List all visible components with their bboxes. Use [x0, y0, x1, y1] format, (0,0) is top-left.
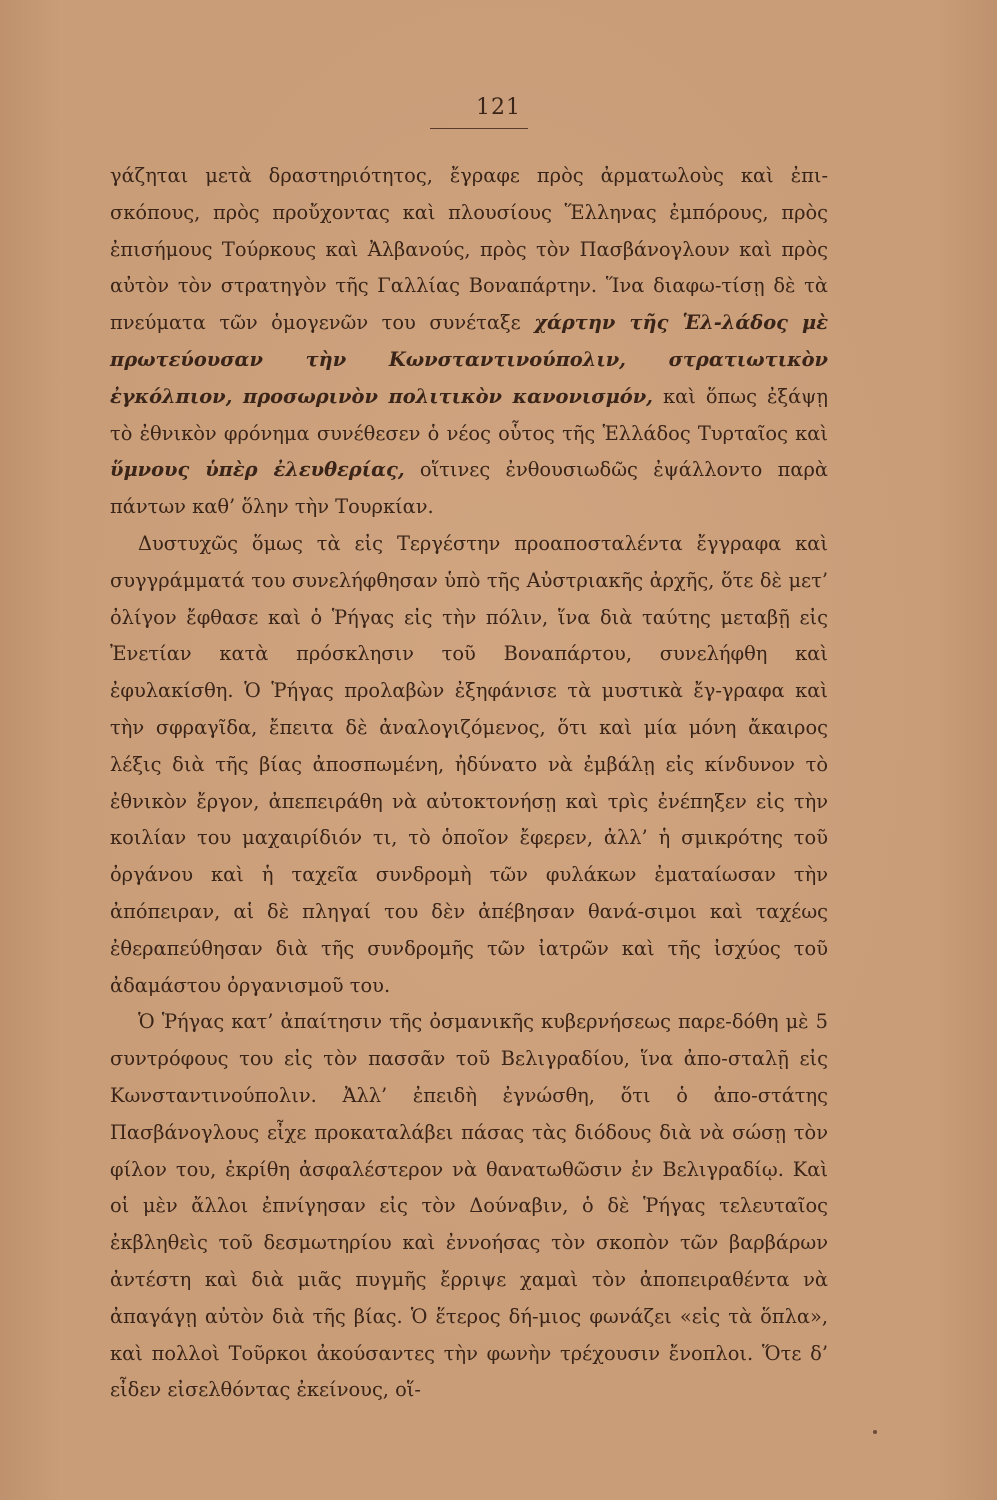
text-segment: Δυστυχῶς ὅμως τὰ εἰς Τεργέστην προαποσταλέντα ἔγγραφα καὶ συγγράμματά του συνελήφθησαν ὑπὸ τῆς Αὐστριακῆς ἀρχῆς, ὅτε δὲ μετ’ ὀλίγον ἔφθασε καὶ ὁ Ῥήγας εἰς τὴν πόλιν, ἵνα διὰ ταύτης μεταβῇ εἰς Ἐνετίαν κατὰ πρόσκλησιν τοῦ Βοναπάρτου, συνελήφθη καὶ ἐφυλακίσθη. Ὁ Ῥήγας προλαβὼν ἐξηφάνισε τὰ μυστικὰ ἔγ-γραφα καὶ τὴν σφραγῖδα, ἔπειτα δὲ ἀναλογιζόμενος, ὅτι καὶ μία μόνη ἄκαιρος λέξις διὰ τῆς βίας ἀποσπωμένη, ἠδύνατο νὰ ἐμβάλῃ εἰς κίνδυνον τὸ ἐθνικὸν ἔργον, ἀπεπειράθη νὰ αὐτοκτονήσῃ καὶ τρὶς ἐνέπηξεν εἰς τὴν κοιλίαν του μαχαιρίδιόν τι, τὸ ὁποῖον ἔφερεν, ἀλλ’ ἡ σμικρότης τοῦ ὀργάνου καὶ ἡ ταχεῖα συνδρομὴ τῶν φυλάκων ἐματαίωσαν τὴν ἀπόπειραν, αἱ δὲ πληγαί του δὲν ἀπέβησαν θανά-σιμοι καὶ ταχέως ἐθεραπεύθησαν διὰ τῆς συνδρομῆς τῶν ἰατρῶν καὶ τῆς ἰσχύος τοῦ ἀδαμάστου ὀργανισμοῦ του.	[110, 531, 828, 997]
paper-speck	[873, 1430, 877, 1434]
text-segment: Ὁ Ῥήγας κατ’ ἀπαίτησιν τῆς ὀσμανικῆς κυβερνήσεως παρε-δόθη μὲ 5 συντρόφους του εἰς τὸν πασσᾶν τοῦ Βελιγραδίου, ἵνα ἀπο-σταλῇ εἰς Κωνσταντινούπολιν. Ἀλλ’ ἐπειδὴ ἐγνώσθη, ὅτι ὁ ἀπο-στάτης Πασβάνογλους εἶχε προκαταλάβει πάσας τὰς διόδους διὰ νὰ σώσῃ τὸν φίλον του, ἐκρίθη ἀσφαλέστερον νὰ θανατωθῶσιν ἐν Βελιγραδίῳ. Καὶ οἱ μὲν ἄλλοι ἐπνίγησαν εἰς τὸν Δούναβιν, ὁ δὲ Ῥήγας τελευταῖος ἐκβληθεὶς τοῦ δεσμωτηρίου καὶ ἐννοήσας τὸν σκοπὸν τῶν βαρβάρων ἀντέστη καὶ διὰ μιᾶς πυγμῆς ἔρριψε χαμαὶ τὸν ἀποπειραθέντα νὰ ἀπαγάγῃ αὐτὸν διὰ τῆς βίας. Ὁ ἕτερος δή-μιος φωνάζει «εἰς τὰ ὅπλα», καὶ πολλοὶ Τοῦρκοι ἀκούσαντες τὴν φωνὴν τρέχουσιν ἔνοπλοι. Ὅτε δ’ εἶδεν εἰσελθόντας ἐκείνους, οἵ-	[110, 1010, 828, 1402]
paragraph-2	[110, 526, 828, 1004]
header-rule	[430, 128, 528, 129]
paragraph-3	[110, 1004, 828, 1409]
text-segment: οἵτινες ἐνθουσιωδῶς ἐψάλλοντο παρὰ πάντων καθ’ ὅλην τὴν Τουρκίαν.	[110, 458, 829, 519]
paragraph-1	[110, 158, 828, 526]
italic-segment: ὕμνους ὑπὲρ ἐλευθερίας,	[110, 458, 405, 482]
italic-segment: χάρτην τῆς Ἑλ-λάδος μὲ πρωτεύουσαν τὴν Κωνσταντινούπολιν, στρατιωτικὸν ἐγκόλπιον, προσωρινὸν πολιτικὸν κανονισμόν,	[110, 311, 828, 408]
page-number: 121	[476, 95, 521, 120]
text-segment: γάζηται μετὰ δραστηριότητος, ἔγραφε πρὸς ἀρματωλοὺς καὶ ἐπι-σκόπους, πρὸς προὔχοντας καὶ πλουσίους Ἕλληνας ἐμπόρους, πρὸς ἐπισήμους Τούρκους καὶ Ἀλβανούς, πρὸς τὸν Πασβάνογλουν καὶ πρὸς αὐτὸν τὸν στρατηγὸν τῆς Γαλλίας Βοναπάρτην. Ἵνα διαφω-τίσῃ δὲ τὰ πνεύματα τῶν ὁμογενῶν του συνέταξε	[110, 164, 828, 335]
text-segment: καὶ ὅπως ἐξάψῃ τὸ ἐθνικὸν φρόνημα συνέθεσεν ὁ νέος οὗτος τῆς Ἑλλάδος Τυρταῖος καὶ	[110, 384, 828, 445]
body-text	[110, 158, 828, 1409]
